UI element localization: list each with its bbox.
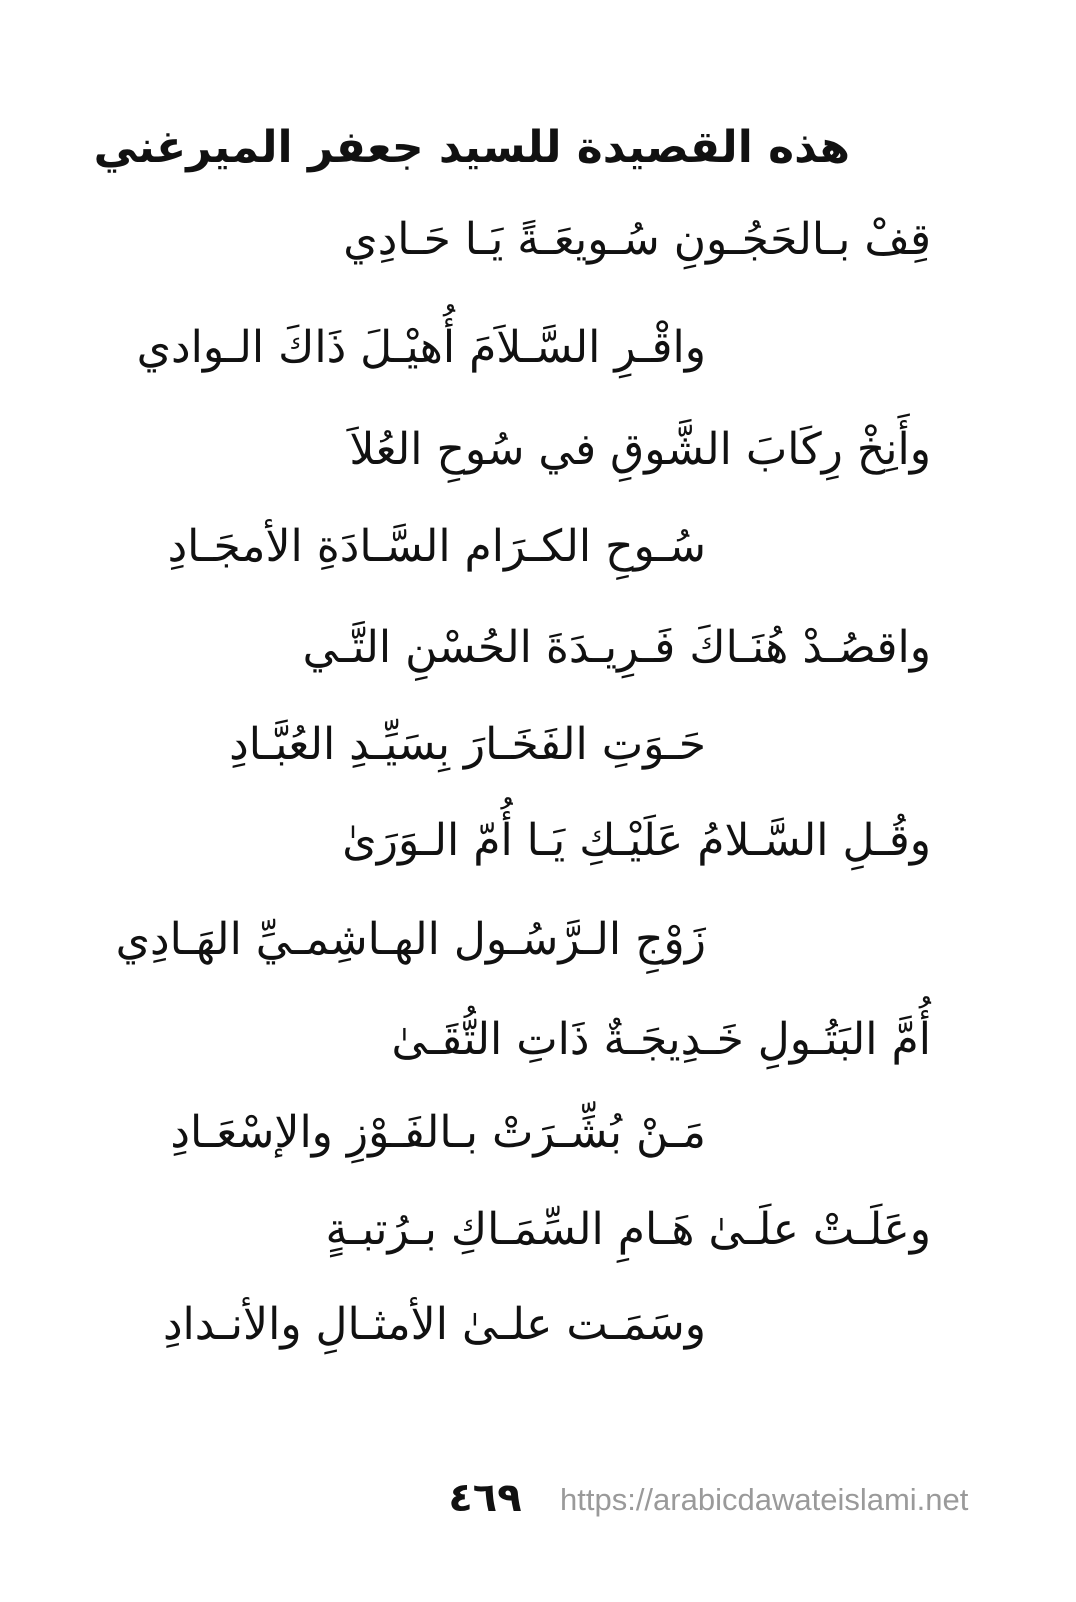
- verse-line-3: وأَنِخْ رِكَابَ الشَّوقِ في سُوحِ العُلاَ: [349, 424, 931, 475]
- source-watermark-url: https://arabicdawateislami.net: [560, 1482, 969, 1517]
- verse-line-8: زَوْجِ الـرَّسُـول الهـاشِمـيِّ الهَـادِي: [115, 914, 706, 965]
- verse-line-11: وعَلَـتْ علَـىٰ هَـامِ السِّمَـاكِ بـرُتبـةٍ: [325, 1204, 931, 1255]
- verse-line-2: واقْـرِ السَّـلاَمَ أُهيْـلَ ذَاكَ الـوادي: [136, 322, 706, 373]
- verse-line-4: سُـوحِ الكـرَام السَّـادَةِ الأمجَـادِ: [167, 521, 706, 572]
- page-number: ٤٦٩: [448, 1475, 522, 1521]
- verse-line-12: وسَمَـت علـىٰ الأمثـالِ والأنـدادِ: [162, 1299, 706, 1350]
- verse-line-9: أُمَّ البَتُـولِ خَـدِيجَـةٌ ذَاتِ التُّقَـىٰ: [391, 1014, 931, 1065]
- verse-line-10: مَـنْ بُشِّـرَتْ بـالفَـوْزِ والإسْعَـادِ: [170, 1107, 706, 1158]
- verse-line-5: واقصُـدْ هُنَـاكَ فَـرِيـدَةَ الحُسْنِ التَّـي: [302, 622, 931, 673]
- verse-line-6: حَـوَتِ الفَخَـارَ بِسَيِّـدِ العُبَّـادِ: [229, 719, 706, 770]
- verse-line-7: وقُـلِ السَّـلامُ عَلَيْـكِ يَـا أُمّ الـوَرَىٰ: [342, 815, 931, 866]
- verse-line-1: قِفْ بـالحَجُـونِ سُـويعَـةً يَـا حَـادِي: [343, 214, 931, 265]
- poem-title: هذه القصيدة للسيد جعفر الميرغني: [93, 122, 850, 173]
